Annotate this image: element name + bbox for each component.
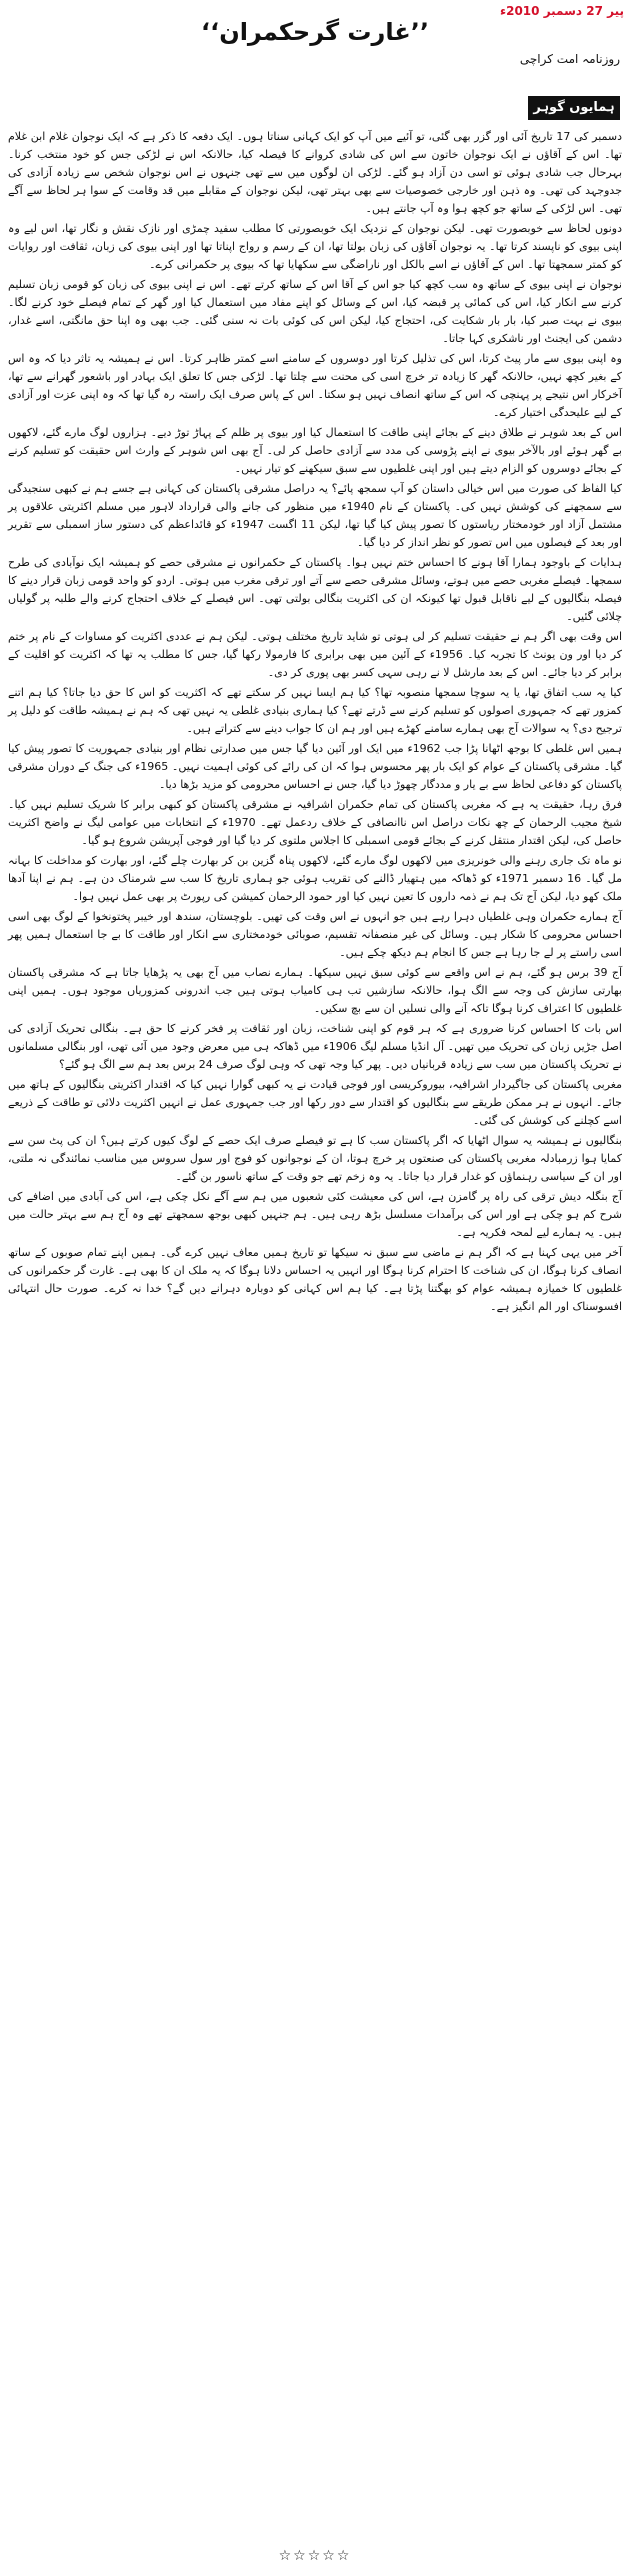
article-paragraph: وہ اپنی بیوی سے مار پیٹ کرتا، اس کی تذلیل کرتا اور دوسروں کے سامنے اسے کمتر ظاہر کرتا۔ اس نے ہمیشہ یہ تاثر دیا کہ وہ اس کے بغیر کچھ نہیں، حالانکہ گھر کا زیادہ تر خرچ اسی کی محنت سے چلتا تھا۔ لڑکی جس کا تعلق ایک بہادر اور باشعور گھرانے سے تھا، آخرکار اس نتیجے پر پہنچی کہ اس کے ساتھ انصاف نہیں ہو سکتا۔ اس کے پاس صرف ایک راستہ رہ گیا تھا کہ وہ اپنی عزت اور آزادی کے لیے علیحدگی اختیار کرے۔ <box>8 352 622 419</box>
article-paragraph: آج ہمارے حکمران وہی غلطیاں دہرا رہے ہیں جو انہوں نے اس وقت کی تھیں۔ بلوچستان، سندھ اور خیبر پختونخوا کے لوگ بھی اسی احساس محرومی کا شکار ہیں۔ وسائل کی غیر منصفانہ تقسیم، صوبائی خودمختاری سے انکار اور طاقت کا بے جا استعمال ہمیں پھر اسی راستے پر لے جا رہا ہے جس کا انجام ہم دیکھ چکے ہیں۔ <box>8 910 622 959</box>
article-paragraph: اس بات کا احساس کرنا ضروری ہے کہ ہر قوم کو اپنی شناخت، زبان اور ثقافت پر فخر کرنے کا حق ہے۔ بنگالی تحریک آزادی کی اصل جڑیں زبان کی تحریک میں تھیں۔ آل انڈیا مسلم لیگ 1906ء میں ڈھاکہ ہی میں معرض وجود میں آئی تھی، اور بنگالی مسلمانوں نے تحریک پاکستان میں سب سے زیادہ قربانیاں دیں۔ پھر کیا وجہ تھی کہ وہی لوگ صرف 24 برس بعد ہم سے الگ ہو گئے؟ <box>8 1022 622 1071</box>
article-paragraph: آخر میں یہی کہنا ہے کہ اگر ہم نے ماضی سے سبق نہ سیکھا تو تاریخ ہمیں معاف نہیں کرے گی۔ ہمیں اپنے تمام صوبوں کے ساتھ انصاف کرنا ہوگا، ان کی شناخت کا احترام کرنا ہوگا اور انہیں یہ احساس دلانا ہوگا کہ یہ ملک ان کا بھی ہے۔ غارت گر حکمرانوں کی غلطیوں کا خمیازہ ہمیشہ عوام کو بھگتنا پڑتا ہے۔ کیا ہم اس کہانی کو دوبارہ دہرانے دیں گے؟ خدا نہ کرے۔ صورت حال انتہائی افسوسناک اور الم انگیز ہے۔ <box>8 1246 622 1313</box>
article-paragraph: ہمیں اس غلطی کا بوجھ اٹھانا پڑا جب 1962ء میں ایک اور آئین دیا گیا جس میں صدارتی نظام اور بنیادی جمہوریت کا تصور پیش کیا گیا۔ مشرقی پاکستان کے عوام کو ایک بار پھر محسوس ہوا کہ ان کی رائے کی کوئی اہمیت نہیں۔ 1965ء کی جنگ کے دوران مشرقی پاکستان کو دفاعی لحاظ سے بے یار و مددگار چھوڑ دیا گیا، جس نے احساس محرومی کو مزید بڑھا دیا۔ <box>8 742 622 791</box>
end-marker-stars: ☆☆☆☆☆ <box>278 2548 352 2564</box>
newspaper-source: روزنامہ امت کراچی <box>519 52 620 66</box>
article-body <box>8 128 622 1318</box>
article-paragraph: آج بنگلہ دیش ترقی کی راہ پر گامزن ہے، اس کی معیشت کئی شعبوں میں ہم سے آگے نکل چکی ہے، اس کی آبادی میں اضافے کی شرح کم ہو چکی ہے اور اس کی برآمدات مسلسل بڑھ رہی ہیں۔ ہم جنہیں کبھی بوجھ سمجھتے تھے وہ آج ہم سے بہتر حالت میں ہیں۔ یہ ہمارے لیے لمحہ فکریہ ہے۔ <box>8 1190 622 1239</box>
author-name: ہمایوں گوہر <box>528 96 620 120</box>
article-paragraph: آج 39 برس ہو گئے، ہم نے اس واقعے سے کوئی سبق نہیں سیکھا۔ ہمارے نصاب میں آج بھی یہ پڑھایا جاتا ہے کہ مشرقی پاکستان بھارتی سازش کی وجہ سے الگ ہوا، حالانکہ سازشیں تب ہی کامیاب ہوتی ہیں جب اندرونی کمزوریاں موجود ہوں۔ ہمیں اپنی غلطیوں کا اعتراف کرنا ہوگا تاکہ آنے والی نسلیں ان سے بچ سکیں۔ <box>8 966 622 1015</box>
article-paragraph: کیا یہ سب اتفاق تھا، یا یہ سوچا سمجھا منصوبہ تھا؟ کیا ہم ایسا نہیں کر سکتے تھے کہ اکثریت کو اس کا حق دیا جاتا؟ کیا ہم اتنے کمزور تھے کہ جمہوری اصولوں کو تسلیم کرنے سے ڈرتے تھے؟ کیا ہماری بنیادی غلطی یہ نہیں تھی کہ ہم نے ہمیشہ طاقت کو دلیل پر ترجیح دی؟ یہ سوالات آج بھی ہمارے سامنے کھڑے ہیں اور ہم ان کا جواب دینے سے کتراتے ہیں۔ <box>8 686 622 735</box>
article-paragraph: نوجوان نے اپنی بیوی کے ساتھ وہ سب کچھ کیا جو اس کے آقا اس کے ساتھ کرتے تھے۔ اس نے اپنی بیوی کی زبان کو قومی زبان تسلیم کرنے سے انکار کیا، اس کی کمائی پر قبضہ کیا، اس کے وسائل کو اپنے مفاد میں استعمال کیا اور گھر کے تمام فیصلے خود کرنے لگا۔ بیوی نے بہت صبر کیا، بار بار شکایت کی، احتجاج کیا، لیکن اس کی کوئی بات نہ سنی گئی۔ جب بھی وہ اپنا حق مانگتی، اسے غدار، دشمن کی ایجنٹ اور ناشکری کہا جاتا۔ <box>8 278 622 345</box>
article-paragraph: بنگالیوں نے ہمیشہ یہ سوال اٹھایا کہ اگر پاکستان سب کا ہے تو فیصلے صرف ایک حصے کے لوگ کیوں کرتے ہیں؟ ان کی پٹ سن سے کمایا ہوا زرمبادلہ مغربی پاکستان کی صنعتوں پر خرچ ہوتا، ان کے نوجوانوں کو فوج اور سول سروس میں مناسب نمائندگی نہ ملتی، اور ان کے سیاسی رہنماؤں کو غدار قرار دیا جاتا۔ یہ وہ زخم تھے جو وقت کے ساتھ ناسور بن گئے۔ <box>8 1134 622 1183</box>
article-paragraph: دسمبر کی 17 تاریخ آئی اور گزر بھی گئی، تو آئیے میں آپ کو ایک کہانی سناتا ہوں۔ ایک دفعہ کا ذکر ہے کہ ایک نوجوان غلام ابن غلام تھا۔ اس کے آقاؤں نے ایک نوجوان خاتون سے اس کی شادی کروانے کا فیصلہ کیا، حالانکہ اس نے لڑکی جس کو خود منتخب کرنا۔ بہرحال جب شادی ہوئی تو اسی دن آزاد ہو گئے۔ لڑکی ان لوگوں میں سے تھی جنہوں نے اس نوجوان شخص سے زیادہ آزادی کی جدوجہد کی تھی۔ وہ ذہن اور خارجی خصوصیات سے بھی بہتر تھی، لیکن نوجوان کے مقابلے میں قد وقامت کے سوا ہر لحاظ سے آگے تھی۔ اس لڑکی کے ساتھ جو کچھ ہوا وہ آپ جانتے ہیں۔ <box>8 130 623 215</box>
publish-date: پیر 27 دسمبر 2010ء <box>499 4 624 18</box>
article-paragraph: اس کے بعد شوہر نے طلاق دینے کے بجائے اپنی طاقت کا استعمال کیا اور بیوی پر ظلم کے پہاڑ توڑ دیے۔ ہزاروں لوگ مارے گئے، لاکھوں بے گھر ہوئے اور بالآخر بیوی نے اپنے پڑوسی کی مدد سے آزادی حاصل کر لی۔ آج بھی اس شوہر کے وارث اس حقیقت کو تسلیم کرنے کے بجائے دوسروں کو الزام دیتے ہیں اور اپنی غلطیوں سے سبق سیکھنے کو تیار نہیں۔ <box>8 426 622 475</box>
article-paragraph: کیا الفاظ کی صورت میں اس خیالی داستان کو آپ سمجھ پائے؟ یہ دراصل مشرقی پاکستان کی کہانی ہے جسے ہم نے کبھی سنجیدگی سے سمجھنے کی کوشش نہیں کی۔ پاکستان کے نام 1940ء میں منظور کی جانے والی قرارداد لاہور میں مسلم اکثریتی علاقوں پر مشتمل آزاد اور خودمختار ریاستوں کا تصور پیش کیا گیا تھا، لیکن 11 اگست 1947ء کو قائداعظم کی دستور ساز اسمبلی سے تقریر اور بعد کے فیصلوں میں اس تصور کو نظر انداز کر دیا گیا۔ <box>8 482 622 549</box>
article-paragraph: ہدایات کے باوجود ہمارا آقا ہونے کا احساس ختم نہیں ہوا۔ پاکستان کے حکمرانوں نے مشرقی حصے کو ہمیشہ ایک نوآبادی کی طرح سمجھا۔ فیصلے مغربی حصے میں ہوتے، وسائل مشرقی حصے سے آتے اور ترقی مغرب میں ہوتی۔ اردو کو واحد قومی زبان قرار دینے کا فیصلہ بنگالیوں کے لیے ناقابل قبول تھا کیونکہ ان کی اکثریت بنگالی بولتی تھی۔ اس فیصلے کے خلاف احتجاج کرنے والے طلبہ پر گولیاں چلائی گئیں۔ <box>8 556 622 623</box>
article-paragraph: نو ماہ تک جاری رہنے والی خونریزی میں لاکھوں لوگ مارے گئے، لاکھوں پناہ گزین بن کر بھارت چلے گئے، اور بھارت کو مداخلت کا بہانہ مل گیا۔ 16 دسمبر 1971ء کو ڈھاکہ میں ہتھیار ڈالنے کی تقریب ہوئی جو ہماری تاریخ کا سب سے شرمناک دن ہے۔ ہم نے اپنا آدھا ملک کھو دیا، لیکن آج تک ہم نے ذمہ داروں کا تعین نہیں کیا اور حمود الرحمان کمیشن کی رپورٹ پر بھی عمل نہیں ہوا۔ <box>8 854 622 903</box>
article-title: ’’غارت گرحکمران‘‘ <box>200 18 430 46</box>
article-paragraph: دونوں لحاظ سے خوبصورت تھی۔ لیکن نوجوان کے نزدیک ایک خوبصورتی کا مطلب سفید چمڑی اور نازک نقش و نگار تھا، اس لیے وہ اپنی بیوی کو ناپسند کرتا تھا۔ یہ نوجوان آقاؤں کی زبان بولتا تھا، ان کے رسم و رواج اپناتا تھا اور اپنی بیوی کی زبان، ثقافت اور روایات کو کمتر سمجھتا تھا۔ اس کے آقاؤں نے اسے بالکل اور ناراضگی سے سکھایا تھا کہ بیوی پر حکمرانی کرے۔ <box>8 222 622 271</box>
article-paragraph: مغربی پاکستان کی جاگیردار اشرافیہ، بیوروکریسی اور فوجی قیادت نے یہ کبھی گوارا نہیں کیا کہ اقتدار اکثریتی بنگالیوں کے ہاتھ میں جائے۔ انہوں نے ہر ممکن طریقے سے بنگالیوں کو اقتدار سے دور رکھا اور جب جمہوری عمل نے انہیں اکثریت دلائی تو طاقت کے ذریعے اسے کچلنے کی کوشش کی گئی۔ <box>8 1078 622 1127</box>
article-paragraph: اس وقت بھی اگر ہم نے حقیقت تسلیم کر لی ہوتی تو شاید تاریخ مختلف ہوتی۔ لیکن ہم نے عددی اکثریت کو مساوات کے نام پر ختم کر دیا اور ون یونٹ کا تجربہ کیا۔ 1956ء کے آئین میں بھی برابری کا فارمولا رکھا گیا، جس کا مطلب یہ تھا کہ اکثریت کو اقلیت کے برابر کر دیا جائے۔ اس کے بعد مارشل لا نے رہی سہی کسر بھی پوری کر دی۔ <box>8 630 622 679</box>
article-paragraph: فرق رہا، حقیقت یہ ہے کہ مغربی پاکستان کی تمام حکمران اشرافیہ نے مشرقی پاکستان کو کبھی برابر کا شریک تسلیم نہیں کیا۔ شیخ مجیب الرحمان کے چھ نکات دراصل اس ناانصافی کے خلاف ردعمل تھے۔ 1970ء کے انتخابات میں عوامی لیگ نے واضح اکثریت حاصل کی، لیکن اقتدار منتقل کرنے کے بجائے قومی اسمبلی کا اجلاس ملتوی کر دیا گیا اور فوجی آپریشن شروع ہو گیا۔ <box>8 798 622 847</box>
